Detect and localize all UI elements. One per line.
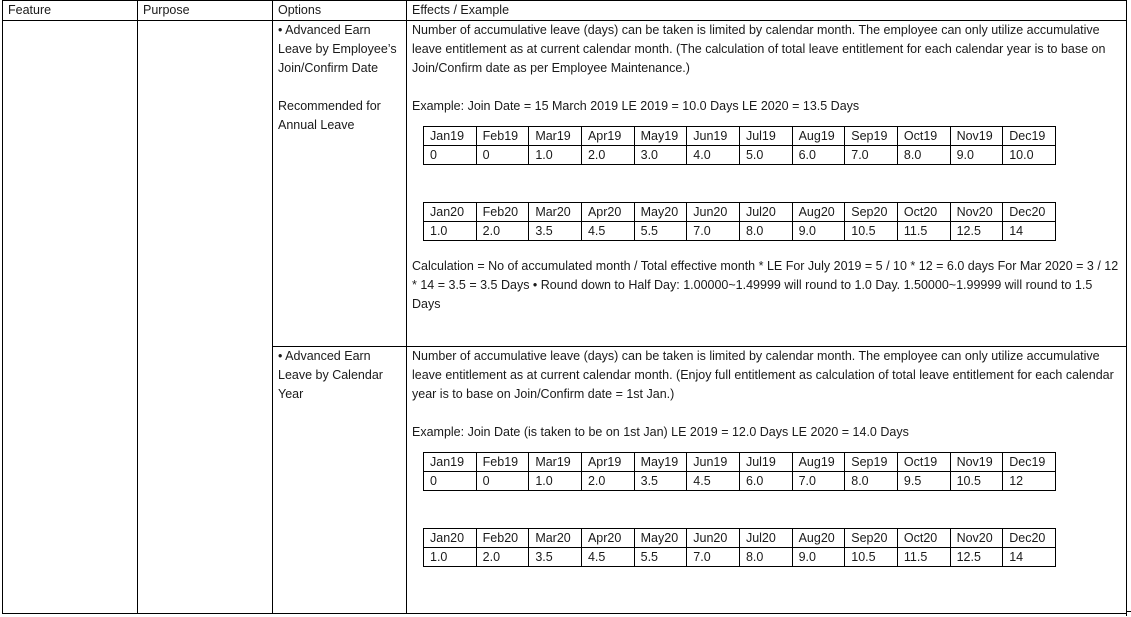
- option-cell: [273, 21, 407, 347]
- month-label: Sep19: [845, 453, 898, 472]
- month-value: 12.5: [950, 548, 1003, 567]
- month-table: [423, 126, 1056, 165]
- month-label: Feb19: [476, 453, 529, 472]
- month-value: 1.0: [529, 146, 582, 165]
- month-label: May19: [634, 453, 687, 472]
- option-title: • Advanced Earn Leave by Calendar Year: [278, 349, 383, 401]
- month-label: Jun20: [687, 203, 740, 222]
- month-value: 3.5: [529, 548, 582, 567]
- month-value: 4.0: [687, 146, 740, 165]
- month-value: 14: [1003, 548, 1056, 567]
- month-value: 14: [1003, 222, 1056, 241]
- month-label: May20: [634, 203, 687, 222]
- header-options: Options: [273, 1, 407, 21]
- month-label: Oct20: [897, 529, 950, 548]
- month-label: Mar20: [529, 529, 582, 548]
- month-label: May20: [634, 529, 687, 548]
- month-label: Aug19: [792, 453, 845, 472]
- feature-table: [2, 0, 1127, 614]
- month-value: 6.0: [792, 146, 845, 165]
- month-value: 5.0: [739, 146, 792, 165]
- month-value: 1.0: [424, 222, 477, 241]
- month-header-row: [424, 453, 1056, 472]
- month-label: Feb20: [476, 529, 529, 548]
- option-cell: [273, 347, 407, 614]
- month-label: Jan19: [424, 127, 477, 146]
- month-label: Oct19: [897, 453, 950, 472]
- month-header-row: [424, 203, 1056, 222]
- month-value: 10.5: [845, 548, 898, 567]
- month-label: Apr19: [581, 453, 634, 472]
- effects-example: Example: Join Date = 15 March 2019 LE 2019 = 10.0 Days LE 2020 = 13.5 Days: [412, 99, 860, 113]
- month-value: 9.5: [897, 472, 950, 491]
- month-label: Feb20: [476, 203, 529, 222]
- header-feature: Feature: [3, 1, 138, 21]
- month-label: Jan20: [424, 529, 477, 548]
- month-header-row: [424, 529, 1056, 548]
- month-value: 5.5: [634, 222, 687, 241]
- month-value: 7.0: [687, 548, 740, 567]
- month-value: 2.0: [581, 472, 634, 491]
- table-end-marker: [1126, 611, 1131, 616]
- month-label: Jun19: [687, 453, 740, 472]
- effects-cell: [407, 347, 1127, 614]
- month-table: [423, 202, 1056, 241]
- purpose-cell: [138, 21, 273, 614]
- month-value: 10.5: [845, 222, 898, 241]
- month-label: Apr20: [581, 203, 634, 222]
- month-label: Nov19: [950, 127, 1003, 146]
- month-value: 0: [424, 146, 477, 165]
- month-label: Jun20: [687, 529, 740, 548]
- header-effects: Effects / Example: [407, 1, 1127, 21]
- month-value: 11.5: [897, 548, 950, 567]
- effects-description: Number of accumulative leave (days) can be taken is limited by calendar month. The employee can only utilize accumulative leave entitlement as at current calendar month. (Enjoy full entitlement as calculation of total leave entitlement for each calendar year is to base on Join/Confirm date = 1st Jan.): [412, 349, 1114, 401]
- month-label: Dec20: [1003, 203, 1056, 222]
- month-label: Jun19: [687, 127, 740, 146]
- month-label: Jul19: [739, 127, 792, 146]
- month-value-row: [424, 146, 1056, 165]
- month-label: Apr20: [581, 529, 634, 548]
- month-value: 0: [424, 472, 477, 491]
- month-value: 2.0: [476, 548, 529, 567]
- month-table: [423, 452, 1056, 491]
- month-value: 1.0: [424, 548, 477, 567]
- option-recommendation: Recommended for Annual Leave: [278, 99, 381, 132]
- month-value: 8.0: [739, 222, 792, 241]
- month-label: Feb19: [476, 127, 529, 146]
- month-label: Sep20: [845, 529, 898, 548]
- table-row: [3, 21, 1127, 347]
- month-value: 0: [476, 472, 529, 491]
- month-value: 2.0: [476, 222, 529, 241]
- month-value: 8.0: [739, 548, 792, 567]
- month-header-row: [424, 127, 1056, 146]
- month-label: Oct20: [897, 203, 950, 222]
- month-label: Nov19: [950, 453, 1003, 472]
- month-label: Aug20: [792, 529, 845, 548]
- month-value-row: [424, 222, 1056, 241]
- month-label: Jan19: [424, 453, 477, 472]
- month-value: 4.5: [581, 222, 634, 241]
- month-label: Jul19: [739, 453, 792, 472]
- month-label: Oct19: [897, 127, 950, 146]
- month-value: 4.5: [687, 472, 740, 491]
- month-label: Jan20: [424, 203, 477, 222]
- month-label: Dec20: [1003, 529, 1056, 548]
- month-label: Dec19: [1003, 127, 1056, 146]
- month-value: 1.0: [529, 472, 582, 491]
- month-label: Jul20: [739, 203, 792, 222]
- month-value: 3.0: [634, 146, 687, 165]
- month-value: 7.0: [792, 472, 845, 491]
- month-value: 6.0: [739, 472, 792, 491]
- month-value: 12: [1003, 472, 1056, 491]
- month-label: Mar19: [529, 453, 582, 472]
- header-purpose: Purpose: [138, 1, 273, 21]
- month-value: 8.0: [897, 146, 950, 165]
- month-value: 2.0: [581, 146, 634, 165]
- month-value: 11.5: [897, 222, 950, 241]
- header-row: [3, 1, 1127, 21]
- month-value: 7.0: [687, 222, 740, 241]
- month-value: 10.5: [950, 472, 1003, 491]
- month-value: 9.0: [792, 222, 845, 241]
- month-value: 9.0: [792, 548, 845, 567]
- option-title: • Advanced Earn Leave by Employee’s Join/Confirm Date: [278, 23, 397, 75]
- month-label: Dec19: [1003, 453, 1056, 472]
- effects-cell: [407, 21, 1127, 347]
- month-value: 8.0: [845, 472, 898, 491]
- month-value: 10.0: [1003, 146, 1056, 165]
- month-value: 3.5: [634, 472, 687, 491]
- month-label: May19: [634, 127, 687, 146]
- month-table: [423, 528, 1056, 567]
- month-label: Aug20: [792, 203, 845, 222]
- month-label: Mar19: [529, 127, 582, 146]
- month-value: 5.5: [634, 548, 687, 567]
- month-value: 12.5: [950, 222, 1003, 241]
- month-label: Jul20: [739, 529, 792, 548]
- month-label: Apr19: [581, 127, 634, 146]
- month-value: 4.5: [581, 548, 634, 567]
- month-value: 9.0: [950, 146, 1003, 165]
- month-label: Nov20: [950, 203, 1003, 222]
- month-label: Aug19: [792, 127, 845, 146]
- month-label: Sep19: [845, 127, 898, 146]
- month-value-row: [424, 548, 1056, 567]
- month-value-row: [424, 472, 1056, 491]
- effects-description: Number of accumulative leave (days) can be taken is limited by calendar month. The employee can only utilize accumulative leave entitlement as at current calendar month. (The calculation of total leave entitlement for each calendar year is to base on Join/Confirm date as per Employee Maintenance.): [412, 23, 1106, 75]
- month-value: 3.5: [529, 222, 582, 241]
- effects-example: Example: Join Date (is taken to be on 1st Jan) LE 2019 = 12.0 Days LE 2020 = 14.0 Days: [412, 425, 909, 439]
- month-value: 0: [476, 146, 529, 165]
- month-value: 7.0: [845, 146, 898, 165]
- month-label: Mar20: [529, 203, 582, 222]
- feature-cell: [3, 21, 138, 614]
- month-label: Sep20: [845, 203, 898, 222]
- month-label: Nov20: [950, 529, 1003, 548]
- effects-calculation: Calculation = No of accumulated month / Total effective month * LE For July 2019 = 5 / 10 * 12 = 6.0 days For Mar 2020 = 3 / 12 * 14 = 3.5 = 3.5 Days • Round down to Half Day: 1.00000~1.49999 will round to 1.0 Day. 1.50000~1.99999 will round to 1.5 Days: [412, 259, 1119, 311]
